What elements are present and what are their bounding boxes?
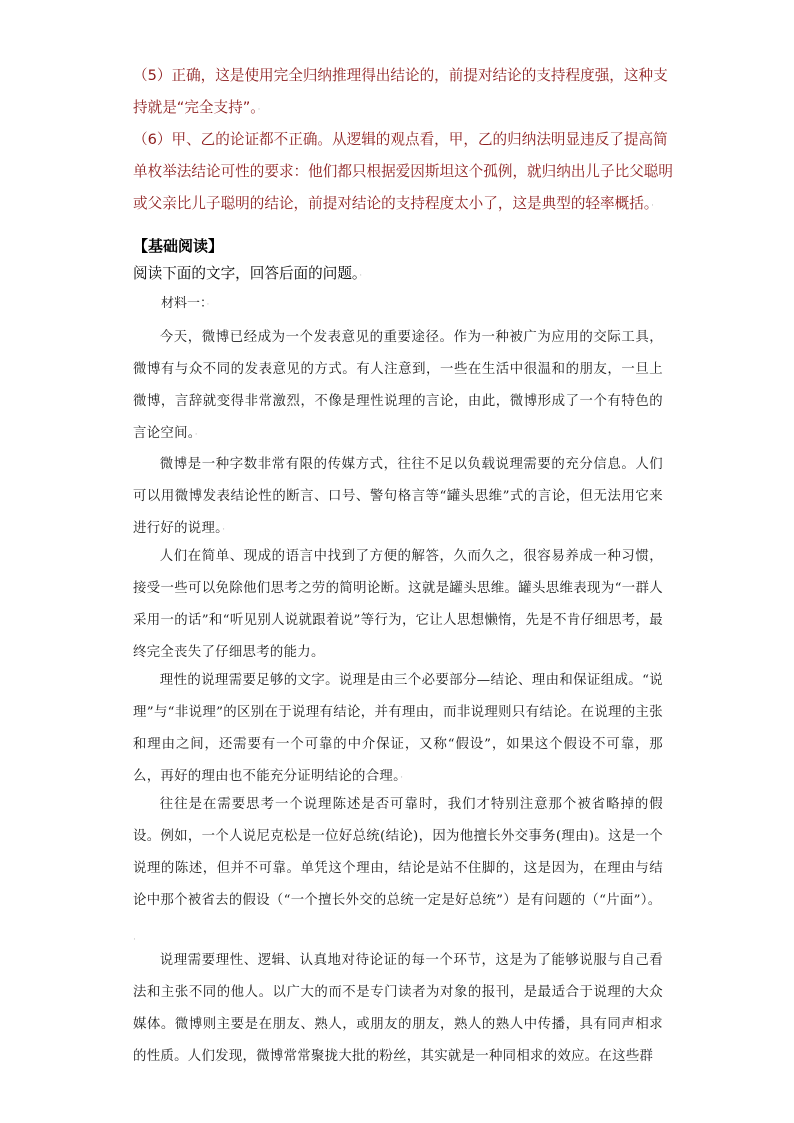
paragraph-5: 往往是在需要思考一个说理陈述是否可靠时，我们才特别注意那个被省略掉的假设。例如，一个人说尼克松是一位好总统(结论)，因为他擅长外交事务(理由)。这是一个说理的陈述，但并不可靠。单凭这个理由，结论是站不住脚的，这是因为，在理由与结论中那个被省去的假设（“一个擅长外交的总统一定是好总统”）是有问题的（“片面”）。: [133, 797, 663, 908]
reading-instruction: 阅读下面的文字，回答后面的问题。·: [133, 265, 363, 282]
paragraph-mark: ·: [133, 935, 136, 945]
answer-6: （6）甲、乙的论证都不正确。从逻辑的观点看，甲，乙的归纳法明显违反了提高简单枚举法结论可性的要求：他们都只根据爱因斯坦这个孤例，就归纳出儿子比父聪明或父亲比儿子聪明的结论，前提对结论的支持程度太小了，这是典型的轻率概括。·: [133, 131, 673, 212]
material-label: 材料一：·: [161, 296, 210, 311]
paragraph-4: 理性的说理需要足够的文字。说理是由三个必要部分—结论、理由和保证组成。“说理”与“非说理”的区别在于说理有结论，并有理由，而非说理则只有结论。在说理的主张和理由之间，还需要有一个可靠的中介保证，又称“假设”，如果这个假设不可靠，那么，再好的理由也不能充分证明结论的合理。·: [133, 673, 663, 784]
section-heading: 【基础阅读】: [133, 237, 224, 255]
paragraph-1: 今天，微博已经成为一个发表意见的重要途径。作为一种被广为应用的交际工具，微博有与众不同的发表意见的方式。有人注意到，一些在生活中很温和的朋友，一旦上微博，言辞就变得非常激烈，不像是理性说理的言论，由此，微博形成了一个有特色的言论空间。·: [133, 330, 663, 441]
paragraph-6: 说理需要理性、逻辑、认真地对待论证的每一个环节，这是为了能够说服与自己看法和主张不同的他人。以广大的而不是专门读者为对象的报刊，是最适合于说理的大众媒体。微博则主要是在朋友、熟人，或朋友的朋友，熟人的熟人中传播，具有同声相求的性质。人们发现，微博常常聚拢大批的粉丝，其实就是一种同相求的效应。在这些群: [133, 953, 663, 1064]
answer-5: （5）正确，这是使用完全归纳推理得出结论的，前提对结论的支持程度强，这种支持就是“完全支持”。·: [133, 67, 668, 116]
paragraph-3: 人们在简单、现成的语言中找到了方便的解答，久而久之，很容易养成一种习惯，接受一些可以免除他们思考之劳的简明论断。这就是罐头思维。罐头思维表现为“一群人采用一的话”和“听见别人说就跟着说”等行为，它让人思想懒惰，先是不肯仔细思考，最终完全丧失了仔细思考的能力。: [133, 549, 663, 660]
paragraph-2: 微博是一种字数非常有限的传媒方式，往往不足以负载说理需要的充分信息。人们可以用微博发表结论性的断言、口号、警句格言等“罐头思维”式的言论，但无法用它来进行好的说理。·: [133, 457, 663, 536]
